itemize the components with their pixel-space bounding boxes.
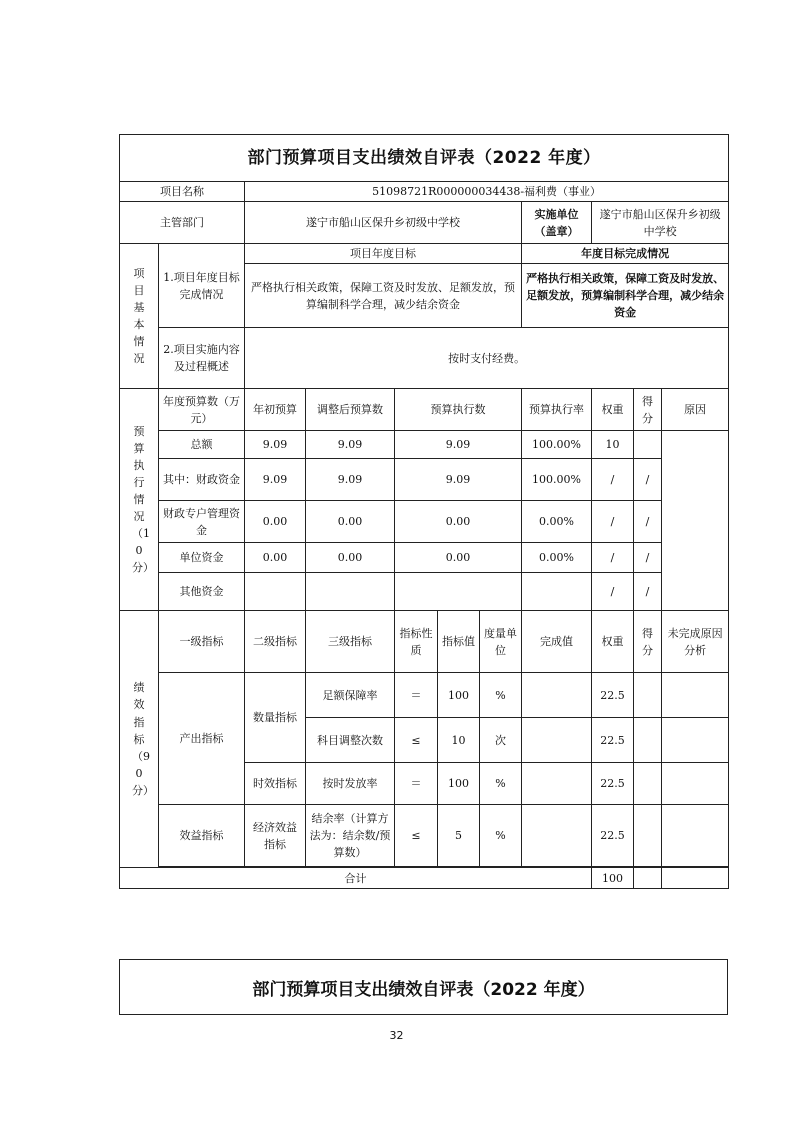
perf-reason (662, 673, 729, 718)
perf-done (522, 805, 592, 867)
perf-weight: 22.5 (592, 805, 634, 867)
table-row (120, 459, 729, 501)
total-weight: 100 (592, 868, 634, 889)
budget-row-adjusted: 9.09 (306, 459, 395, 501)
budget-row-weight: 10 (592, 431, 634, 459)
perf-level1-output: 产出指标 (159, 673, 245, 805)
perf-score (634, 718, 662, 763)
perf-nature: ＝ (395, 673, 438, 718)
total-reason (662, 868, 729, 889)
perf-unit: % (480, 805, 522, 867)
budget-row-executed: 9.09 (395, 431, 522, 459)
perf-done (522, 673, 592, 718)
perf-header-level3: 三级指标 (306, 611, 395, 673)
perf-score (634, 673, 662, 718)
budget-header-initial: 年初预算 (245, 389, 306, 431)
impl-unit-value: 遂宁市船山区保升乡初级中学校 (592, 202, 729, 244)
perf-nature: ≤ (395, 718, 438, 763)
performance-self-evaluation-table (119, 134, 729, 889)
second-table (119, 959, 728, 1015)
budget-row-executed: 0.00 (395, 543, 522, 573)
perf-header-score: 得分 (634, 611, 662, 673)
perf-header-reason: 未完成原因分析 (662, 611, 729, 673)
perf-header-nature: 指标性质 (395, 611, 438, 673)
budget-row-weight: / (592, 459, 634, 501)
table-title: 部门预算项目支出绩效自评表（2022 年度） (120, 135, 729, 182)
perf-weight: 22.5 (592, 763, 634, 805)
perf-value: 5 (438, 805, 480, 867)
budget-row-rate: 0.00% (522, 543, 592, 573)
budget-row-weight: / (592, 543, 634, 573)
perf-level1-benefit: 效益指标 (159, 805, 245, 867)
budget-row-rate (522, 573, 592, 611)
budget-row-initial: 0.00 (245, 543, 306, 573)
perf-level2-quantity: 数量指标 (245, 673, 306, 763)
table-row (120, 431, 729, 459)
perf-score (634, 763, 662, 805)
perf-header-done: 完成值 (522, 611, 592, 673)
budget-row-initial: 9.09 (245, 431, 306, 459)
budget-row-label: 其中：财政资金 (159, 459, 245, 501)
table-row (120, 543, 729, 573)
table-row (120, 805, 729, 867)
budget-row-rate: 100.00% (522, 431, 592, 459)
perf-nature: ＝ (395, 763, 438, 805)
budget-header-rate: 预算执行率 (522, 389, 592, 431)
second-table-title: 部门预算项目支出绩效自评表（2022 年度） (120, 960, 728, 1015)
perf-level3: 足额保障率 (306, 673, 395, 718)
perf-section-label (120, 611, 159, 868)
dept-label: 主管部门 (120, 202, 245, 244)
perf-done (522, 763, 592, 805)
page-number: 32 (389, 1029, 404, 1042)
perf-nature: ≤ (395, 805, 438, 867)
budget-row-initial: 0.00 (245, 501, 306, 543)
perf-done (522, 718, 592, 763)
budget-row-label: 总额 (159, 431, 245, 459)
budget-row-score: / (634, 459, 662, 501)
goal-header: 项目年度目标 (245, 244, 522, 264)
perf-value: 10 (438, 718, 480, 763)
budget-row-executed: 9.09 (395, 459, 522, 501)
budget-row-adjusted: 9.09 (306, 431, 395, 459)
perf-unit: % (480, 763, 522, 805)
perf-unit: % (480, 673, 522, 718)
table-row (120, 673, 729, 718)
budget-row-adjusted: 0.00 (306, 543, 395, 573)
budget-row-initial: 9.09 (245, 459, 306, 501)
completion-header: 年度目标完成情况 (522, 244, 729, 264)
project-name-label: 项目名称 (120, 182, 245, 202)
budget-row-adjusted (306, 573, 395, 611)
perf-header-weight: 权重 (592, 611, 634, 673)
perf-unit: 次 (480, 718, 522, 763)
budget-header-executed: 预算执行数 (395, 389, 522, 431)
budget-row-label: 其他资金 (159, 573, 245, 611)
budget-row-executed: 0.00 (395, 501, 522, 543)
budget-header-adjusted: 调整后预算数 (306, 389, 395, 431)
budget-row-score: / (634, 543, 662, 573)
perf-value: 100 (438, 673, 480, 718)
total-label: 合计 (120, 868, 592, 889)
item1-goal: 严格执行相关政策，保障工资及时发放、足额发放，预算编制科学合理，减少结余资金 (245, 264, 522, 328)
perf-header-level2: 二级指标 (245, 611, 306, 673)
perf-level2-time: 时效指标 (245, 763, 306, 805)
item2-text: 按时支付经费。 (245, 328, 729, 389)
budget-section-label-text: 预算执行情况（10分） (132, 424, 154, 575)
table-row (120, 573, 729, 611)
perf-section-label-text: 绩效指标（90分） (132, 681, 154, 797)
item1-completion: 严格执行相关政策，保障工资及时发放、足额发放，预算编制科学合理，减少结余资金 (522, 264, 729, 328)
perf-level2-econ: 经济效益指标 (245, 805, 306, 867)
perf-weight: 22.5 (592, 673, 634, 718)
perf-header-unit: 度量单位 (480, 611, 522, 673)
perf-weight: 22.5 (592, 718, 634, 763)
perf-header-value: 指标值 (438, 611, 480, 673)
budget-row-weight: / (592, 501, 634, 543)
total-score (634, 868, 662, 889)
perf-reason (662, 763, 729, 805)
perf-level3: 结余率（计算方法为：结余数/预算数） (306, 805, 395, 867)
budget-row-adjusted: 0.00 (306, 501, 395, 543)
budget-reason-cell (662, 431, 729, 611)
budget-row-label: 单位资金 (159, 543, 245, 573)
table-row (120, 501, 729, 543)
budget-header-annual: 年度预算数（万元） (159, 389, 245, 431)
basic-section-label (120, 244, 159, 389)
budget-row-label: 财政专户管理资金 (159, 501, 245, 543)
perf-score (634, 805, 662, 867)
budget-row-score: / (634, 501, 662, 543)
impl-unit-label: 实施单位（盖章） (522, 202, 592, 244)
project-name-value: 51098721R000000034438-福利费（事业） (245, 182, 729, 202)
budget-row-weight: / (592, 573, 634, 611)
budget-section-label (120, 389, 159, 611)
budget-header-reason: 原因 (662, 389, 729, 431)
perf-reason (662, 805, 729, 867)
budget-row-rate: 100.00% (522, 459, 592, 501)
budget-row-score: / (634, 573, 662, 611)
total-row (120, 868, 729, 889)
dept-value: 遂宁市船山区保升乡初级中学校 (245, 202, 522, 244)
item1-label: 1.项目年度目标完成情况 (159, 244, 245, 328)
budget-row-score (634, 431, 662, 459)
budget-row-rate: 0.00% (522, 501, 592, 543)
item2-label: 2.项目实施内容及过程概述 (159, 328, 245, 389)
budget-header-weight: 权重 (592, 389, 634, 431)
perf-level3: 科目调整次数 (306, 718, 395, 763)
perf-header-level1: 一级指标 (159, 611, 245, 673)
budget-row-initial (245, 573, 306, 611)
perf-value: 100 (438, 763, 480, 805)
basic-section-label-text: 项目基本情况 (133, 266, 145, 366)
perf-level3: 按时发放率 (306, 763, 395, 805)
budget-header-score: 得分 (634, 389, 662, 431)
budget-row-executed (395, 573, 522, 611)
perf-reason (662, 718, 729, 763)
